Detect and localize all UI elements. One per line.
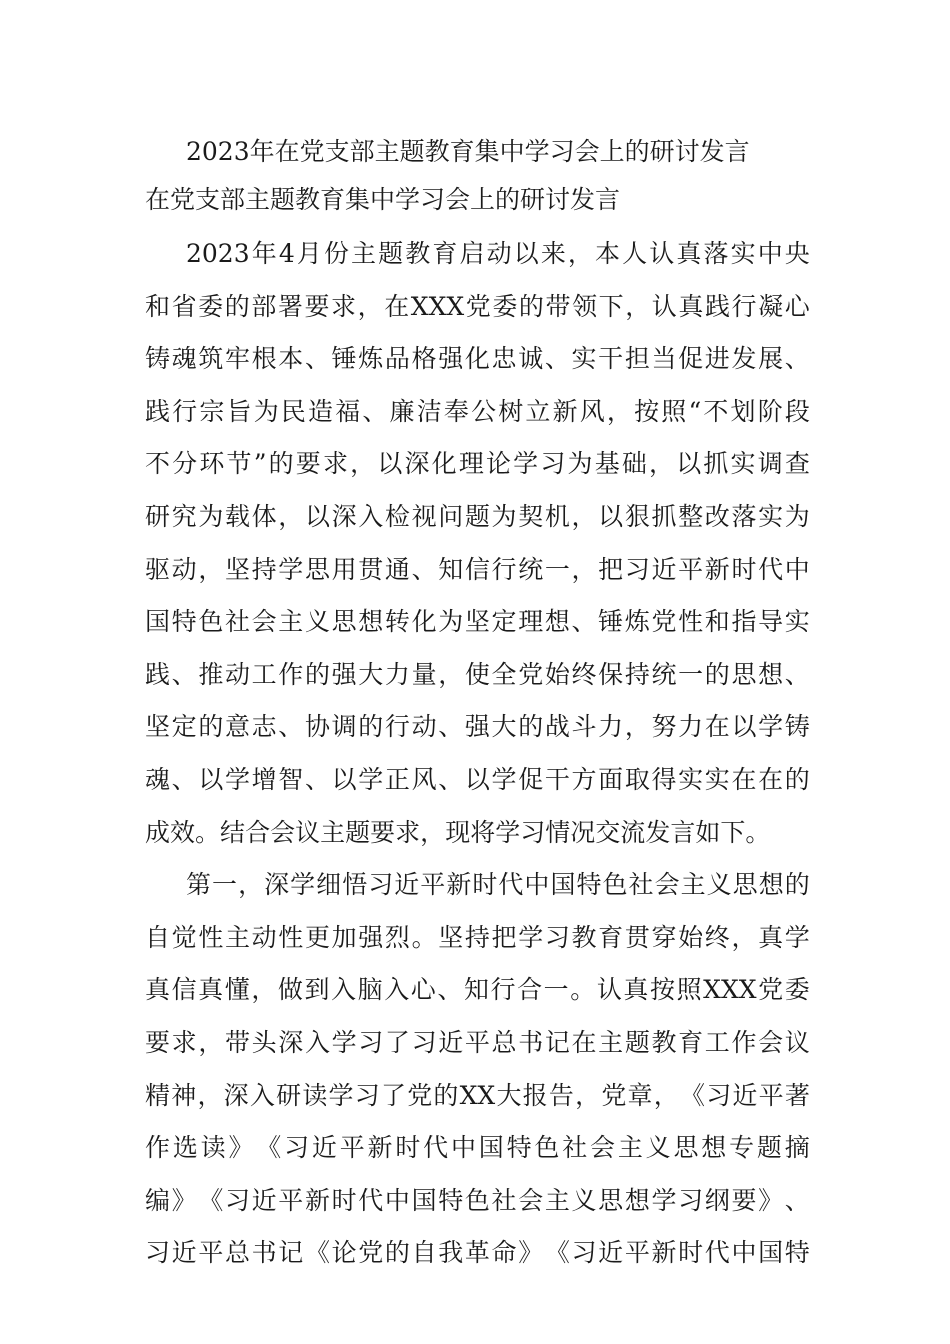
document-body [145,228,810,1280]
body-text-line: 要 求 ， 带 头 深 入 学 习 了 习 近 平 总 书 记 在 主 题 教 育 工 作 会 议 [145,1027,810,1057]
body-text-line: 和 省 委 的 部 署 要 求 ， 在 XXX 党 委 的 带 领 下 ， 认 真 践 行 凝 心 [145,291,810,321]
body-text-line: 编 》 《 习 近 平 新 时 代 中 国 特 色 社 会 主 义 思 想 学 习 纲 要 》 、 [145,1185,810,1215]
body-text-line: 习 近 平 总 书 记 《 论 党 的 自 我 革 命 》 《 习 近 平 新 时 代 中 国 特 [145,1238,810,1268]
body-text-line: 作 选 读 》 《 习 近 平 新 时 代 中 国 特 色 社 会 主 义 思 想 专 题 摘 [145,1133,810,1163]
body-text-line: 践 行 宗 旨 为 民 造 福 、 廉 洁 奉 公 树 立 新 风 ， 按 照 “ 不 划 阶 段 [145,396,810,426]
body-text-line: 践 、 推 动 工 作 的 强 大 力 量 ， 使 全 党 始 终 保 持 统 一 的 思 想 、 [145,659,810,689]
document-title: 2023年在党支部主题教育集中学习会上的研讨发言 [186,137,750,166]
body-text-line: 自 觉 性 主 动 性 更 加 强 烈 。 坚 持 把 学 习 教 育 贯 穿 始 终 ， 真 学 [145,922,810,952]
body-text-line: 驱 动 ， 坚 持 学 思 用 贯 通 、 知 信 行 统 一 ， 把 习 近 平 新 时 代 中 [145,554,810,584]
body-text-line: 国 特 色 社 会 主 义 思 想 转 化 为 坚 定 理 想 、 锤 炼 党 性 和 指 导 实 [145,607,810,637]
body-text-line: 精 神 ， 深 入 研 读 学 习 了 党 的 XX 大 报 告 ， 党 章 ， 《 习 近 平 著 [145,1080,810,1110]
body-text-line: 魂 、 以 学 增 智 、 以 学 正 风 、 以 学 促 干 方 面 取 得 实 实 在 在 的 [145,764,810,794]
body-text-line: 成 效 。 结 合 会 议 主 题 要 求 ， 现 将 学 习 情 况 交 流 发 言 如 下 。 [145,817,771,847]
body-text-line: 研 究 为 载 体 ， 以 深 入 检 视 问 题 为 契 机 ， 以 狠 抓 整 改 落 实 为 [145,501,810,531]
body-text-line: 2023 年 4 月 份 主 题 教 育 启 动 以 来 ， 本 人 认 真 落 实 中 央 [186,239,810,268]
document-subtitle: 在党支部主题教育集中学习会上的研讨发言 [145,185,621,214]
body-text-line: 真 信 真 懂 ， 做 到 入 脑 入 心 、 知 行 合 一 。 认 真 按 照 XXX 党 委 [145,975,810,1005]
body-text-line: 不 分 环 节 ” 的 要 求 ， 以 深 化 理 论 学 习 为 基 础 ， 以 抓 实 调 查 [145,449,810,479]
body-text-line: 坚 定 的 意 志 、 协 调 的 行 动 、 强 大 的 战 斗 力 ， 努 力 在 以 学 铸 [145,712,810,742]
body-text-line: 铸 魂 筑 牢 根 本 、 锤 炼 品 格 强 化 忠 诚 、 实 干 担 当 促 进 发 展 、 [145,344,810,374]
body-text-line: 第 一 ， 深 学 细 悟 习 近 平 新 时 代 中 国 特 色 社 会 主 义 思 想 的 [186,870,810,900]
